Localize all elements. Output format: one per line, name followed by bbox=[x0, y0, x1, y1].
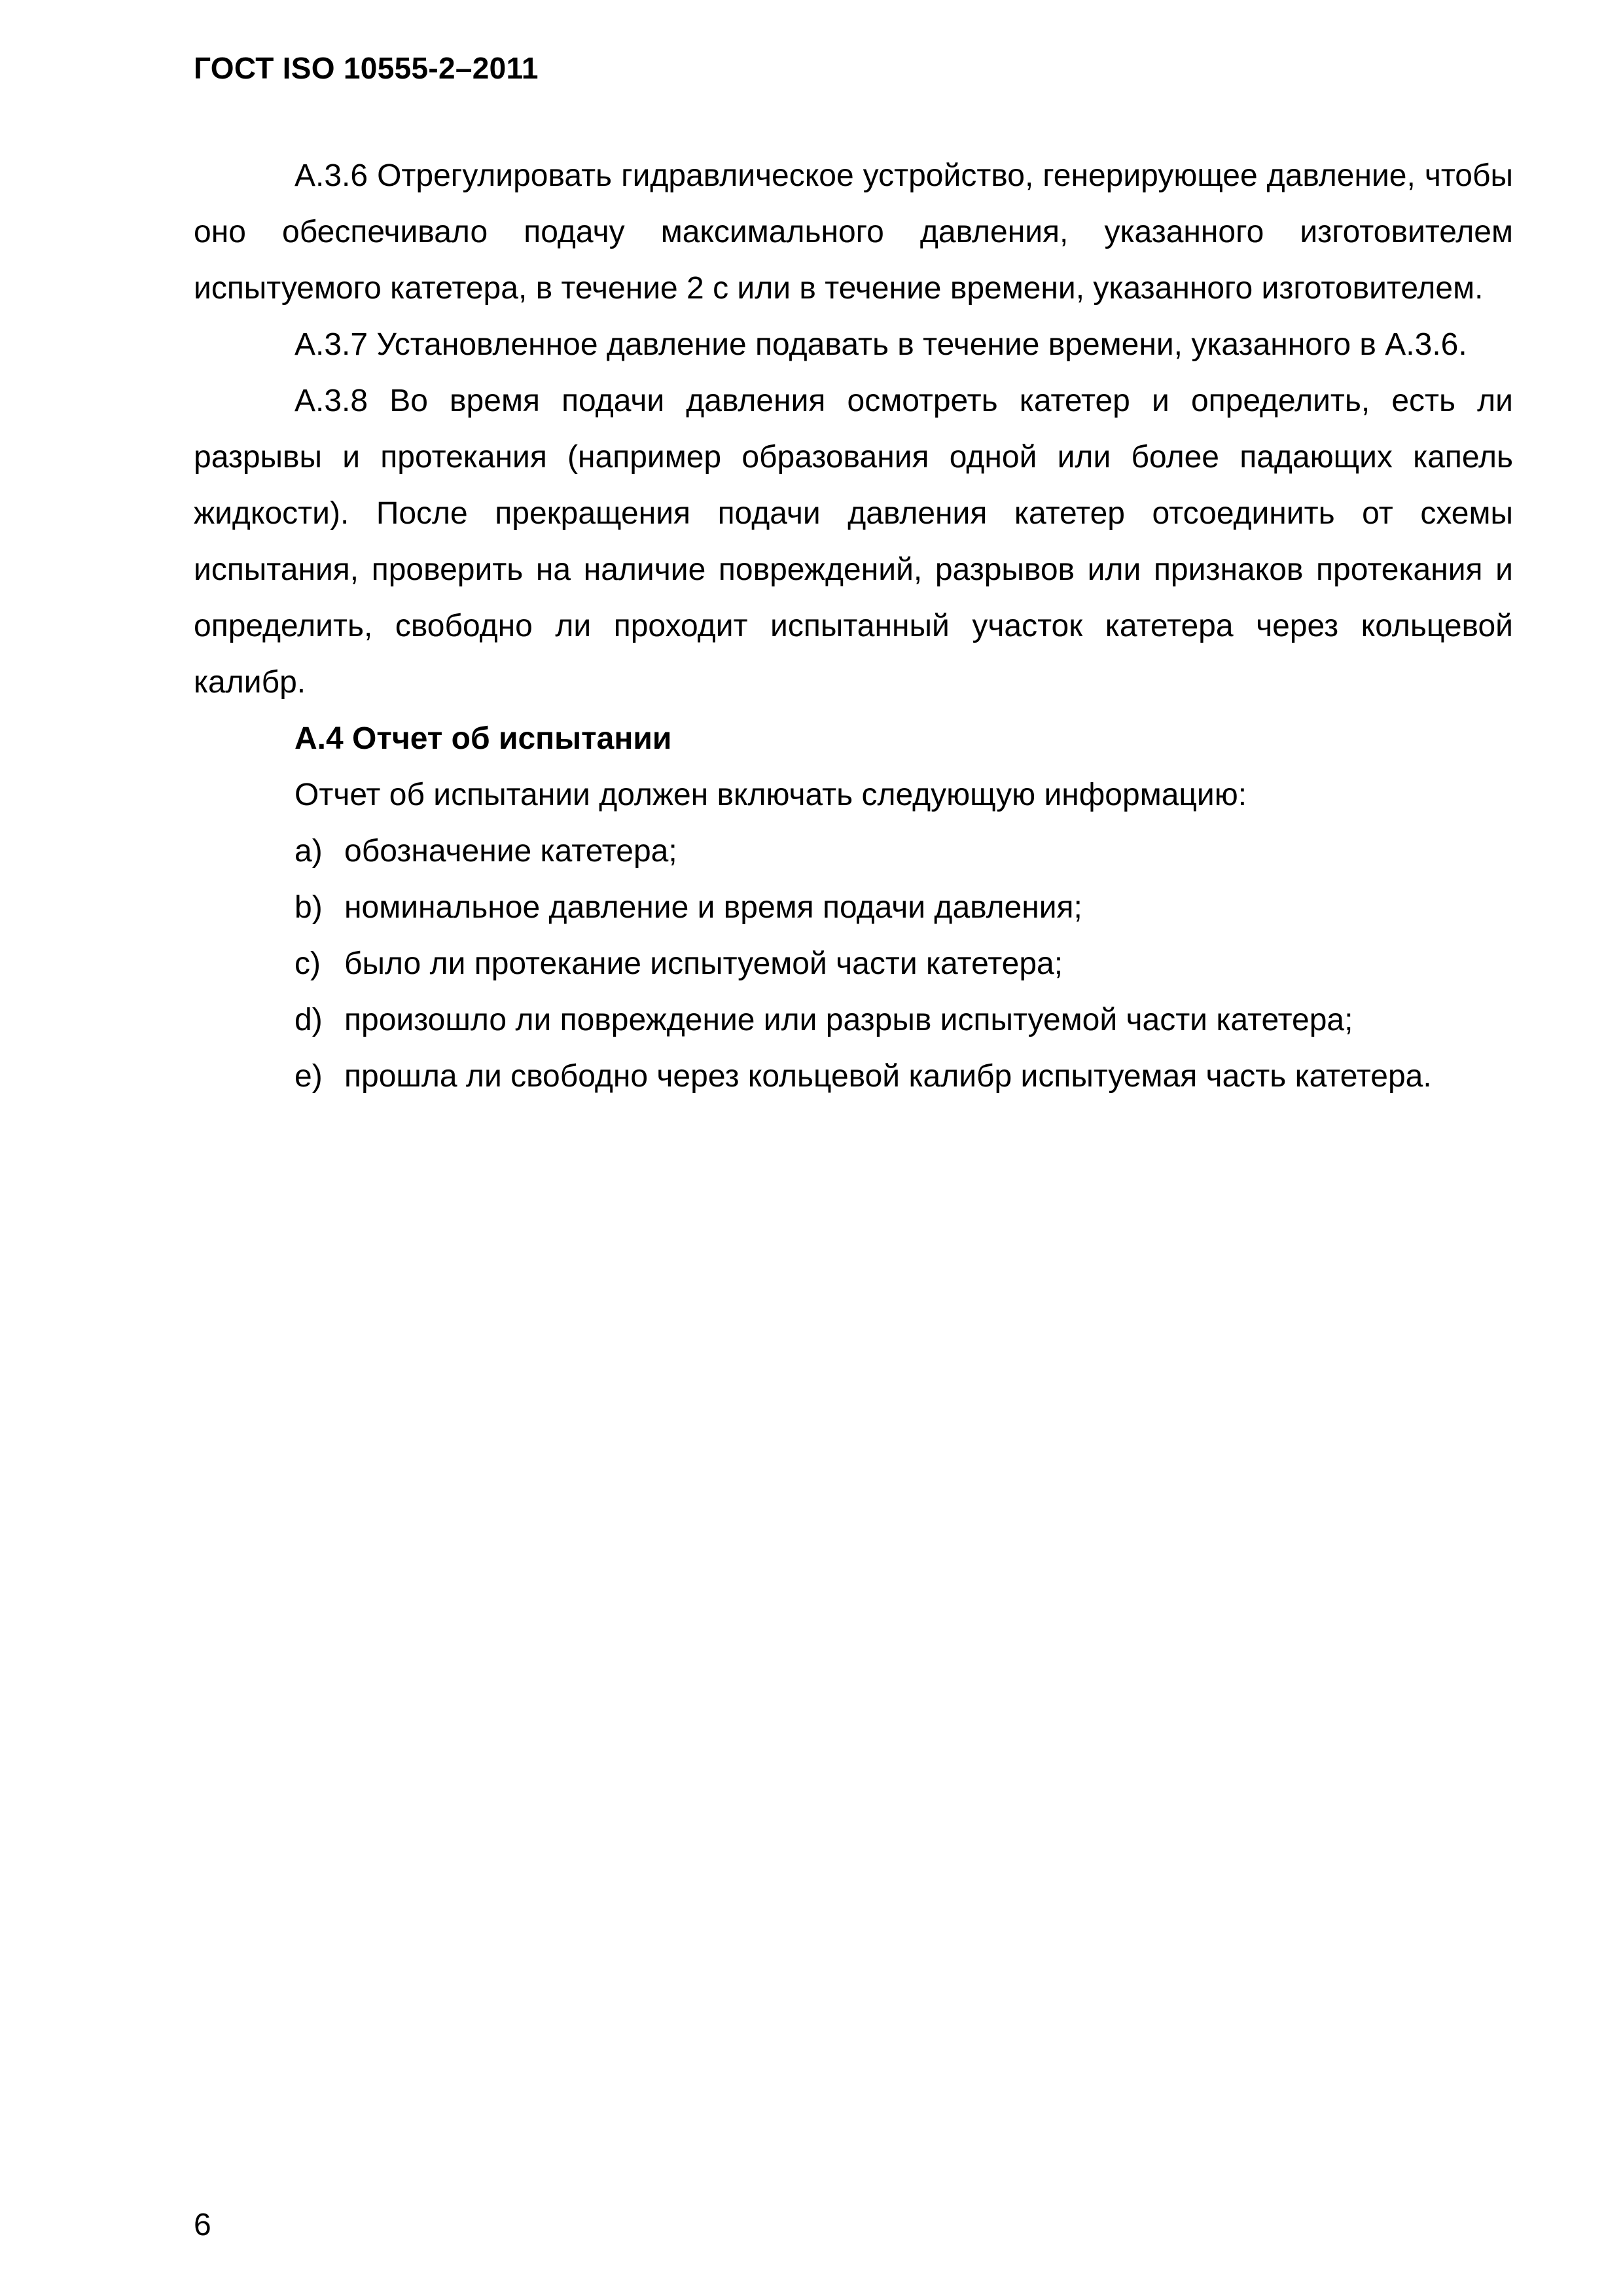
paragraph-a-3-7: А.3.7 Установленное давление подавать в течение времени, указанного в А.3.6. bbox=[294, 327, 1467, 362]
section-intro: Отчет об испытании должен включать следующую информацию: bbox=[294, 778, 1247, 812]
section-heading: А.4 Отчет об испытании bbox=[294, 721, 672, 756]
list-item-text: прошла ли свободно через кольцевой калибр испытуемая часть катетера. bbox=[344, 1059, 1432, 1094]
document-header: ГОСТ ISO 10555-2–2011 bbox=[194, 51, 539, 85]
list-marker: b) bbox=[294, 890, 323, 925]
list-item-text: обозначение катетера; bbox=[344, 834, 677, 869]
page-number: 6 bbox=[194, 2208, 211, 2242]
list-marker: d) bbox=[294, 1003, 323, 1037]
list-item-d bbox=[194, 992, 1513, 1049]
list-item-text: номинальное давление и время подачи давления; bbox=[344, 890, 1082, 925]
paragraph-a-3-8: А.3.8 Во время подачи давления осмотреть катетер и определить, есть ли разрывы и протекания (например образования одной или более падающих капель жидкости). После прекращения подачи давления катетер отсоединить от схемы испытания, проверить на наличие повреждений, разрывов или признаков протекания и определить, свободно ли проходит испытанный участок катетера через кольцевой калибр. bbox=[194, 384, 1513, 700]
requirements-list bbox=[194, 823, 1513, 1105]
document-body bbox=[194, 148, 1513, 1105]
list-item-c bbox=[194, 936, 1513, 992]
list-marker: c) bbox=[294, 946, 321, 981]
list-marker: e) bbox=[294, 1059, 323, 1094]
list-item-text: было ли протекание испытуемой части катетера; bbox=[344, 946, 1063, 981]
list-item-a bbox=[194, 823, 1513, 880]
list-item-e bbox=[194, 1049, 1513, 1105]
paragraph-a-3-6: А.3.6 Отрегулировать гидравлическое устройство, генерирующее давление, чтобы оно обеспечивало подачу максимального давления, указанного изготовителем испытуемого катетера, в течение 2 с или в течение времени, указанного изготовителем. bbox=[194, 158, 1513, 306]
list-marker: a) bbox=[294, 834, 323, 869]
list-item-text: произошло ли повреждение или разрыв испытуемой части катетера; bbox=[344, 1003, 1353, 1037]
list-item-b bbox=[194, 880, 1513, 936]
